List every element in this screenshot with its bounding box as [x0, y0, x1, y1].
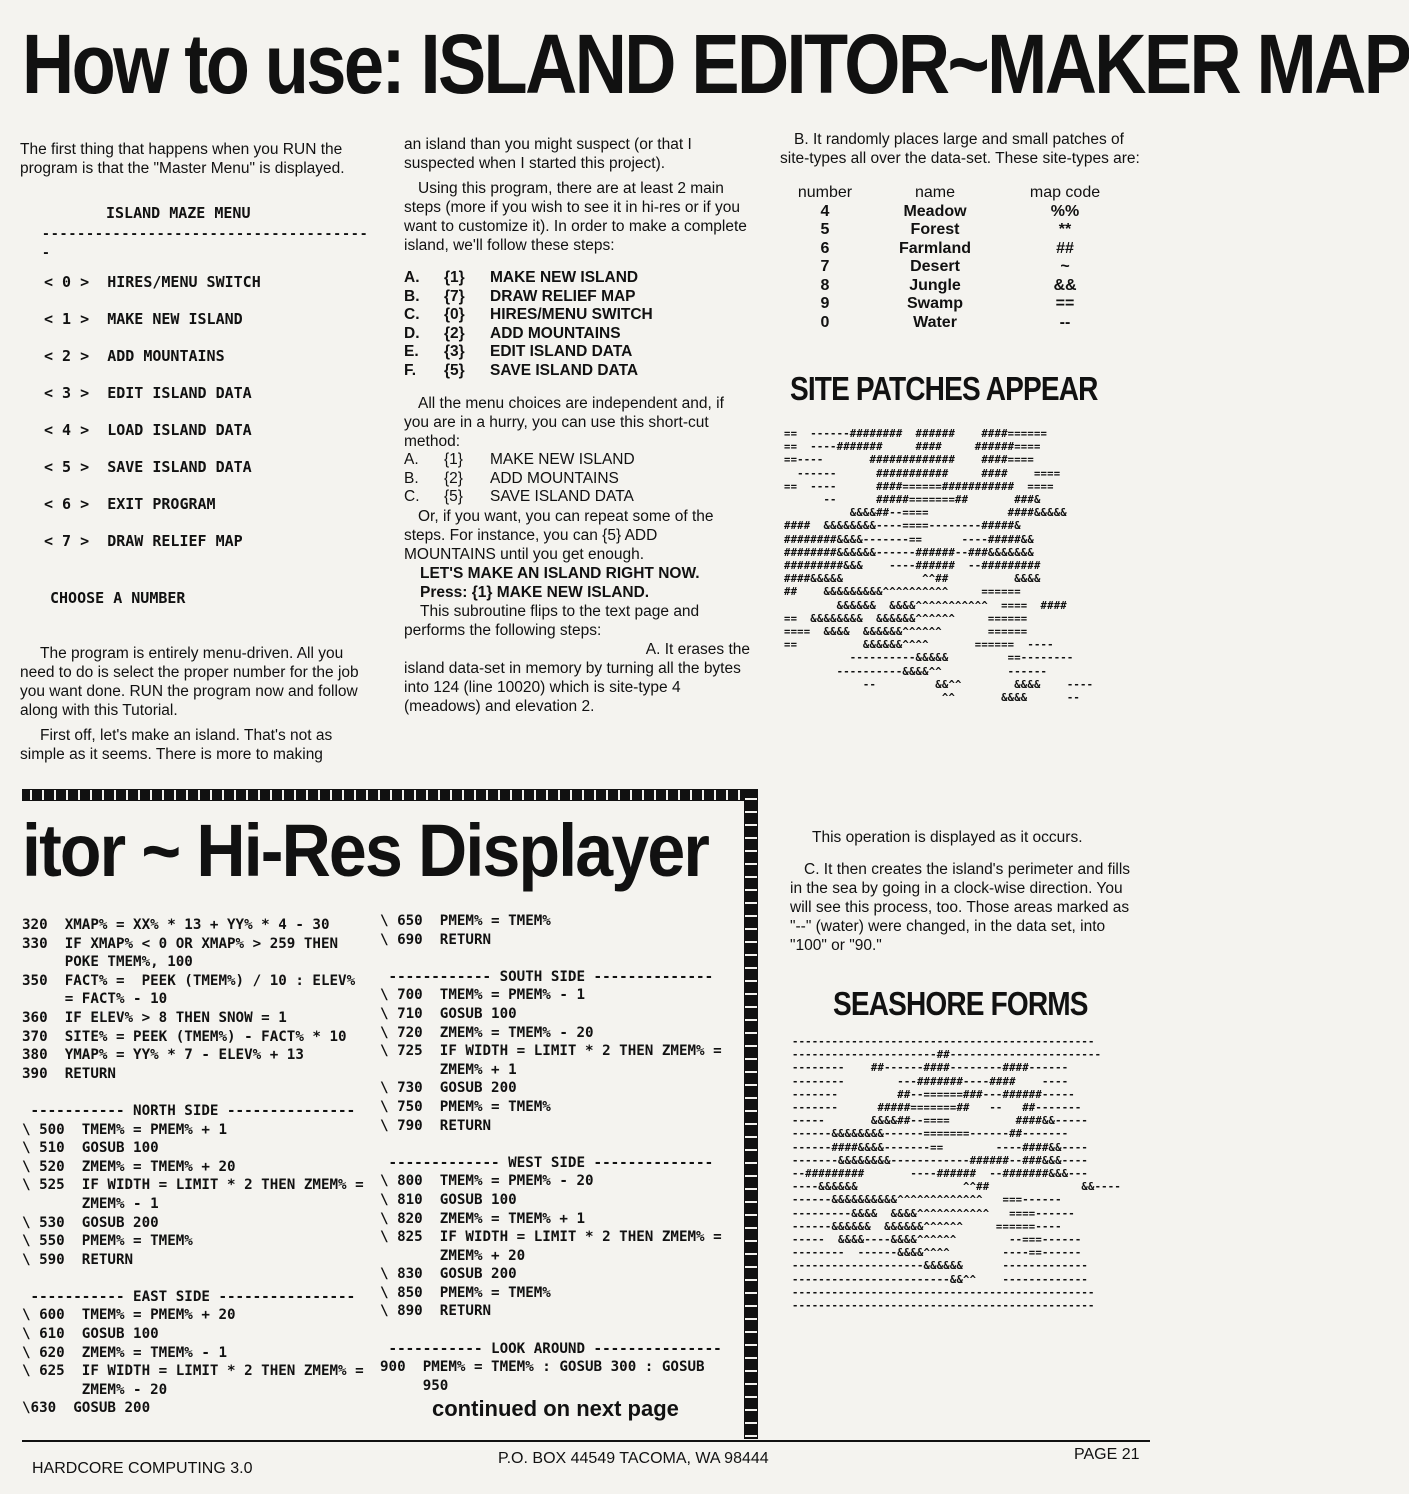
cell-name: Water — [913, 313, 957, 331]
step-letter: C. — [404, 306, 420, 323]
column-3 — [780, 130, 1140, 332]
step-number: {3} — [444, 343, 465, 360]
cell-name: Forest — [910, 221, 960, 238]
step-label: EDIT ISLAND DATA — [490, 343, 633, 360]
intro-paragraph: The first thing that happens when you RUN the program is that the "Master Menu" is displayed. — [20, 141, 345, 177]
page-headline: How to use: ISLAND EDITOR~MAKER MAP — [22, 17, 1409, 111]
cell-code: ~ — [1060, 258, 1070, 275]
paragraph: Using this program, there are at least 2 main steps (more if you wish to see it in hi-res or if you want to customize it). In order to make a complete island, we'll follow these steps: — [404, 180, 747, 254]
menu-item: < 3 > EDIT ISLAND DATA — [44, 384, 252, 402]
menu-item: < 0 > HIRES/MENU SWITCH — [44, 273, 261, 291]
step-label: MAKE NEW ISLAND — [490, 451, 635, 468]
cell-code: == — [1055, 295, 1075, 312]
site-patches-map: == ------######## ###### ####====== == ----####### #### ######==== ==---- ############# ####==== ------ ########### #### ==== == ---- ####======########### ==== -- #####=======## ###& &&&&##--==== ####&&&&& #### &&&&&&&&----====--------#####& ########&&&&-------== ----#####&& ########&&&&&&------######--###&&&&&&& #########&&& ----###### --######### ####&&&&& ^^## &&&& ## &&&&&&&&&^^^^^^^^^^ ====== &&&&&& &&&&^^^^^^^^^^^ ==== #### == &&&&&&&& &&&&&&^^^^^^ ====== ==== &&&& &&&&&&^^^^^^ ====== == &&&&&&^^^^ ====== ---- ----------&&&&& ==-------- ----------&&&&^^ ------ -- &&^^ &&&& ---- ^^ &&&& -- — [784, 428, 1094, 705]
cell-name: Jungle — [909, 276, 961, 294]
cell-number: 0 — [820, 313, 830, 331]
cell-code: ## — [1056, 239, 1074, 257]
table-row — [780, 240, 1140, 259]
continued-note: continued on next page — [432, 1396, 679, 1421]
menu-item: < 4 > LOAD ISLAND DATA — [44, 421, 252, 439]
cell-number: 8 — [820, 276, 830, 294]
cell-code: %% — [1050, 202, 1080, 220]
step-row — [404, 362, 750, 381]
menu-item: < 6 > EXIT PROGRAM — [44, 495, 216, 513]
code-listing-right: \ 650 PMEM% = TMEM% \ 690 RETURN ------------ SOUTH SIDE -------------- \ 700 TMEM% = PMEM% - 1 \ 710 GOSUB 100 \ 720 ZMEM% = TMEM% - 20 \ 725 IF WIDTH = LIMIT * 2 THEN ZMEM% = ZMEM% + 1 \ 730 GOSUB 200 \ 750 PMEM% = TMEM% \ 790 RETURN ------------- WEST SIDE -------------- \ 800 TMEM% = PMEM% - 20 \ 810 GOSUB 100 \ 820 ZMEM% = TMEM% + 1 \ 825 IF WIDTH = LIMIT * 2 THEN ZMEM% = ZMEM% + 20 \ 830 GOSUB 200 \ 850 PMEM% = TMEM% \ 890 RETURN ----------- LOOK AROUND --------------- 900 PMEM% = TMEM% : GOSUB 300 : GOSUB 950 — [380, 913, 722, 1394]
paragraph: island data-set in memory by turning all the bytes into 124 (line 10020) which is site-type 4 (meadows) and elevation 2. — [404, 659, 741, 715]
column-2 — [404, 135, 750, 722]
step-letter: B. — [404, 469, 419, 487]
step-letter: A. — [404, 451, 419, 468]
step-number: {2} — [444, 324, 465, 342]
cell-number: 4 — [820, 202, 830, 220]
table-header — [780, 184, 1140, 203]
shortcut-list — [404, 451, 750, 507]
steps-list — [404, 269, 750, 380]
step-number: {1} — [444, 269, 465, 286]
seashore-title: SEASHORE FORMS — [833, 985, 1088, 1022]
site-type-table — [780, 184, 1140, 332]
step-letter: B. — [404, 287, 420, 305]
cell-number: 9 — [820, 295, 830, 312]
menu-title: ISLAND MAZE MENU — [106, 204, 251, 222]
step-number: {5} — [444, 361, 465, 379]
step-number: {0} — [444, 306, 465, 323]
step-row — [404, 269, 750, 288]
cell-code: ** — [1058, 221, 1072, 238]
step-row — [404, 451, 750, 470]
table-row — [780, 258, 1140, 277]
seashore-map: ---------------------------------------------- ----------------------##----------------------- -------- ##------####--------####------ -------- ---#######----#### ---- ------- ##--======###---######----- ------- #####=======## -- ##------- ----- &&&&##--==== ####&&----- ------&&&&&&&&------=======------##------- ------####&&&&-------== ----####&&---- -------&&&&&&&&------------######--###&&&---- --######### ----###### --#######&&&--- ----&&&&&& ^^## &&---- ------&&&&&&&&&&^^^^^^^^^^^^^ ===------ ---------&&&& &&&&^^^^^^^^^^^ ====------ ------&&&&&& &&&&&&^^^^^^ ======---- ----- &&&&----&&&&^^^^^^ --===------ -------- ------&&&&^^^^ ----==------ --------------------&&&&&& ------------- ------------------------&&^^ ------------- ---------------------------------------------- ---------------------------------------------- — [792, 1036, 1121, 1313]
menu-item: < 1 > MAKE NEW ISLAND — [44, 310, 243, 328]
step-letter: F. — [404, 361, 417, 379]
listing-frame-right — [744, 789, 758, 1439]
footer-rule — [22, 1440, 1150, 1442]
column-1 — [20, 140, 376, 770]
step-row — [404, 470, 750, 489]
step-number: {1} — [444, 451, 463, 468]
menu-item: < 5 > SAVE ISLAND DATA — [44, 458, 252, 476]
step-number: {7} — [444, 287, 465, 305]
cell-code: && — [1053, 276, 1077, 294]
cell-number: 6 — [820, 239, 830, 257]
menu-rule: -------------------------------------- — [42, 227, 369, 261]
bold-instruction: LET'S MAKE AN ISLAND RIGHT NOW. — [420, 564, 700, 582]
choose-prompt: CHOOSE A NUMBER — [50, 589, 186, 607]
bold-instruction: Press: {1} MAKE NEW ISLAND. — [420, 583, 650, 601]
step-label: ADD MOUNTAINS — [490, 469, 619, 487]
table-row — [780, 277, 1140, 296]
cell-name: Farmland — [898, 239, 971, 257]
cell-number: 7 — [820, 258, 830, 275]
step-number: {2} — [444, 469, 463, 487]
step-letter: A. — [404, 269, 420, 286]
cell-name: Meadow — [903, 202, 967, 220]
step-row — [404, 288, 750, 307]
footer-page-number: PAGE 21 — [1074, 1446, 1140, 1463]
listing-title: itor ~ Hi-Res Displayer — [22, 809, 709, 892]
paragraph: All the menu choices are independent and, if you are in a hurry, you can use this short-cut method: — [404, 395, 724, 450]
step-row — [404, 325, 750, 344]
paragraph: This subroutine flips to the text page and performs the following steps: — [404, 602, 700, 639]
step-row — [404, 343, 750, 362]
step-row — [404, 306, 750, 325]
table-row — [780, 314, 1140, 333]
step-label: ADD MOUNTAINS — [490, 324, 621, 342]
table-row — [780, 295, 1140, 314]
column-header: name — [914, 184, 956, 201]
footer-publication: HARDCORE COMPUTING 3.0 — [32, 1460, 253, 1477]
menu-item: < 7 > DRAW RELIEF MAP — [44, 532, 243, 550]
step-number: {5} — [444, 488, 463, 505]
menu-item: < 2 > ADD MOUNTAINS — [44, 347, 225, 365]
paragraph: B. It randomly places large and small patches of site-types all over the data-set. These site-types are: — [780, 131, 1140, 167]
paragraph: an island than you might suspect (or that I suspected when I started this project). — [404, 136, 692, 172]
step-label: HIRES/MENU SWITCH — [490, 306, 653, 323]
cell-name: Swamp — [906, 295, 963, 312]
cell-code: -- — [1059, 313, 1071, 331]
step-label: SAVE ISLAND DATA — [490, 488, 634, 505]
paragraph: The program is entirely menu-driven. All you need to do is select the proper number for the job you want done. RUN the program now and follow along with this Tutorial. — [20, 645, 359, 719]
step-letter: D. — [404, 324, 420, 342]
listing-frame-top — [22, 789, 757, 801]
column-header: number — [797, 184, 853, 201]
cell-number: 5 — [820, 221, 830, 238]
code-listing-left: 320 XMAP% = XX% * 13 + YY% * 4 - 30 330 IF XMAP% < 0 OR XMAP% > 259 THEN POKE TMEM%, 100 350 FACT% = PEEK (TMEM%) / 10 : ELEV% = FACT% - 10 360 IF ELEV% > 8 THEN SNOW = 1 370 SITE% = PEEK (TMEM%) - FACT% * 10 380 YMAP% = YY% * 7 - ELEV% + 13 390 RETURN ----------- NORTH SIDE --------------- \ 500 TMEM% = PMEM% + 1 \ 510 GOSUB 100 \ 520 ZMEM% = TMEM% + 20 \ 525 IF WIDTH = LIMIT * 2 THEN ZMEM% = ZMEM% - 1 \ 530 GOSUB 200 \ 550 PMEM% = TMEM% \ 590 RETURN ----------- EAST SIDE ---------------- \ 600 TMEM% = PMEM% + 20 \ 610 GOSUB 100 \ 620 ZMEM% = TMEM% - 1 \ 625 IF WIDTH = LIMIT * 2 THEN ZMEM% = ZMEM% - 20 \630 GOSUB 200 — [22, 917, 364, 1417]
menu-list — [20, 273, 376, 569]
footer-address: P.O. BOX 44549 TACOMA, WA 98444 — [498, 1450, 769, 1467]
table-row — [780, 203, 1140, 222]
site-patches-title: SITE PATCHES APPEAR — [790, 370, 1098, 407]
paragraph: First off, let's make an island. That's not as simple as it seems. There is more to making — [20, 727, 333, 763]
step-label: DRAW RELIEF MAP — [490, 287, 636, 305]
step-row — [404, 488, 750, 507]
step-label: SAVE ISLAND DATA — [490, 361, 639, 379]
cell-name: Desert — [910, 258, 960, 275]
column-header: map code — [1029, 184, 1101, 201]
step-letter: E. — [404, 343, 419, 360]
step-label: MAKE NEW ISLAND — [490, 269, 639, 286]
paragraph: C. It then creates the island's perimeter and fills in the sea by going in a clock-wise direction. You will see this process, too. Those areas marked as "--" (water) were changed, in the data set, into "100" or "90." — [790, 861, 1131, 954]
art-caption: This operation is displayed as it occurs. — [812, 829, 1083, 846]
paragraph: A. It erases the — [645, 640, 750, 658]
paragraph: Or, if you want, you can repeat some of the steps. For instance, you can {5} ADD MOUNTAINS until you get enough. — [404, 507, 714, 563]
table-row — [780, 221, 1140, 240]
step-letter: C. — [404, 488, 420, 505]
